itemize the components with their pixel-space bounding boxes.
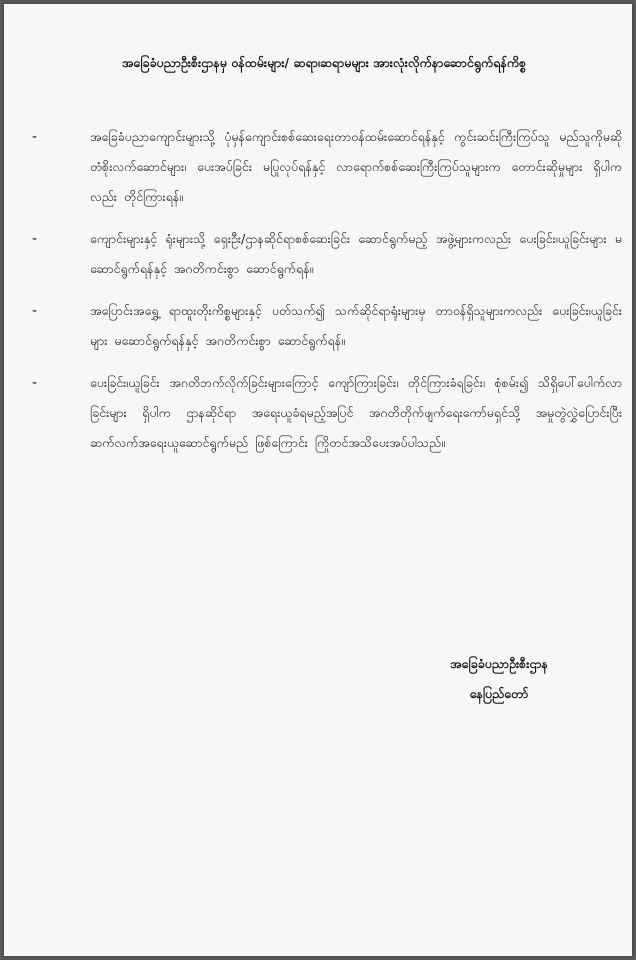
bullet-dash: - [32, 375, 38, 391]
bullet-dash: - [32, 303, 38, 319]
list-item [32, 122, 622, 212]
list-item [32, 224, 622, 284]
list-item-text: အပြောင်းအရွှေ့ ရာထူးတိုးကိစ္စများနှင့် ပတ်သက်၍ သက်ဆိုင်ရာရုံးများမှ တာဝန်ရှိသူများကလည်း ပေးခြင်း၊ယူခြင်းများ မဆောင်ရွက်ရန်နှင့် အဂတိကင်းစွာ ဆောင်ရွက်ရန်။ [90, 303, 622, 348]
signature-department: အခြေခံပညာဦးစီးဌာန [450, 656, 548, 671]
document-page [4, 4, 632, 956]
list-item-text: အခြေခံပညာကျောင်းများသို့ ပုံမှန်ကျောင်းစစ်ဆေးရေးတာဝန်ထမ်းဆောင်ရန်နှင့် ကွင်းဆင်းကြီးကြပ်သူ မည်သူကိုမဆို တံစိုးလက်ဆောင်များ၊ ပေးအပ်ခြင်း မပြုလုပ်ရန်နှင့် လာရောက်စစ်ဆေးကြီးကြပ်သူများက တောင်းဆိုမှုများ ရှိပါကလည်း တိုင်ကြားရန်။ [90, 129, 622, 204]
list-item-text: ပေးခြင်း၊ယူခြင်း အဂတိဘက်လိုက်ခြင်းများကြောင့် ကျော်ကြားခြင်း၊ တိုင်ကြားခံရခြင်း၊ စုံစမ်း၍ သိရှိပေါ်ပေါက်လာခြင်းများ ရှိပါက ဌာနဆိုင်ရာ အရေးယူခံရမည့်အပြင် အဂတိတိုက်ဖျက်ရေးကော်မရှင်သို့ အမှုတွဲလွှဲပြောင်းပြီး ဆက်လက်အရေးယူဆောင်ရွက်မည် ဖြစ်ကြောင်း ကြိုတင်အသိပေးအပ်ပါသည်။ [90, 375, 622, 450]
bullet-dash: - [32, 129, 38, 145]
list-item [32, 368, 622, 458]
signature-location: နေပြည်တော် [469, 686, 529, 701]
bullet-list [32, 122, 622, 470]
list-item [32, 296, 622, 356]
signature-block [399, 649, 599, 709]
bullet-dash: - [32, 231, 38, 247]
list-item-text: ကျောင်းများနှင့် ရုံးများသို့ ရှေးဦး/ဌာနဆိုင်ရာစစ်ဆေးခြင်း ဆောင်ရွက်မည့် အဖွဲ့များကလည်း ပေးခြင်း၊ယူခြင်းများ မဆောင်ရွက်ရန်နှင့် အဂတိကင်းစွာ ဆောင်ရွက်ရန်။ [90, 231, 622, 276]
document-title: အခြေခံပညာဦးစီးဌာနမှ ဝန်ထမ်းများ/ ဆရာ၊ဆရာမများ အားလုံးလိုက်နာဆောင်ရွက်ရန်ကိစ္စ [121, 55, 527, 70]
